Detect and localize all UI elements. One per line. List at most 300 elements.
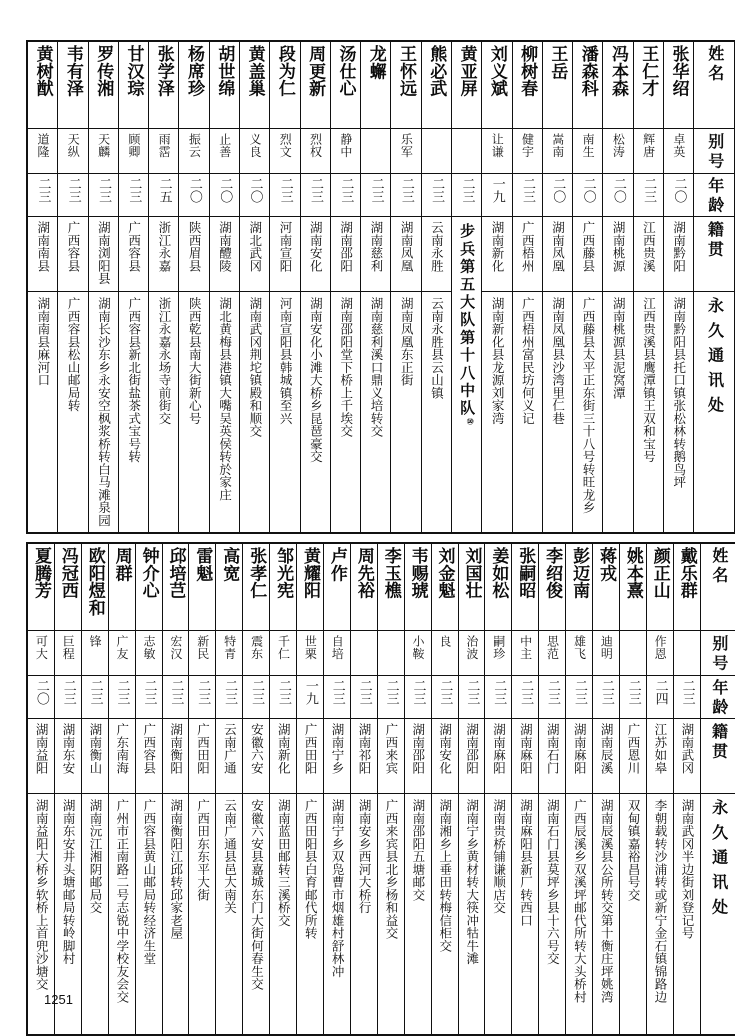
- cell-native: [189, 719, 216, 794]
- cell-address: [539, 794, 566, 1036]
- cell-age: [189, 676, 216, 719]
- cell-address-text: 湖南辰溪县公所转交第十衡庄坪姚湾: [599, 799, 615, 1004]
- cell-alias-text: 止善: [217, 133, 232, 158]
- cell-native: [485, 719, 512, 794]
- cell-native-text: 湖南武冈: [679, 723, 695, 775]
- cell-native: [377, 719, 404, 794]
- cell-name: [27, 543, 54, 631]
- cell-native-text: 湖南宁乡: [330, 723, 346, 775]
- cell-address: [118, 292, 148, 534]
- cell-alias: [619, 631, 646, 676]
- cell-name: [58, 41, 88, 129]
- cell-age: [108, 676, 135, 719]
- cell-native-text: 广西容县: [141, 723, 157, 775]
- header-alias-text: 别号: [705, 133, 725, 173]
- header-name-text: 姓名: [705, 45, 725, 85]
- cell-address-text: 湖南黔阳县托口镇张松林转鹅鸟坪: [671, 297, 687, 489]
- cell-name: [118, 41, 148, 129]
- cell-age: [512, 676, 539, 719]
- cell-name: [566, 543, 593, 631]
- cell-native: [646, 719, 673, 794]
- cell-age-text: 二三: [249, 679, 265, 706]
- cell-age: [323, 676, 350, 719]
- cell-native-text: 安徽六安: [249, 723, 265, 775]
- cell-age: [330, 174, 360, 217]
- cell-name-text: 钟介心: [138, 547, 159, 600]
- cell-name-text: 夏腾芳: [30, 547, 51, 600]
- cell-address: [482, 292, 512, 534]
- cell-alias: [573, 129, 603, 174]
- cell-alias: [673, 631, 700, 676]
- cell-native: [216, 719, 243, 794]
- cell-age: [27, 174, 58, 217]
- cell-address-text: 湖南安化小滩大桥乡昆琶豪交: [308, 297, 324, 463]
- cell-age: [539, 676, 566, 719]
- cell-address-text: 湖南石门县莫坪乡县十六号交: [545, 799, 561, 965]
- cell-alias-text: 南生: [581, 133, 596, 158]
- cell-native-text: 湖南慈利: [368, 221, 384, 273]
- cell-age-text: 二三: [141, 679, 157, 706]
- cell-name: [619, 543, 646, 631]
- row-alias: [27, 631, 735, 676]
- cell-age: [135, 676, 162, 719]
- cell-address: [485, 794, 512, 1036]
- cell-native-text: 广西梧州: [520, 221, 536, 273]
- cell-age-text: 二三: [625, 679, 641, 706]
- cell-name-text: 王仁才: [638, 45, 659, 98]
- cell-age-text: 二三: [598, 679, 614, 706]
- cell-alias: [663, 129, 693, 174]
- cell-age: [391, 174, 421, 217]
- cell-alias: [270, 129, 300, 174]
- cell-native-text: 广西藤县: [580, 221, 596, 273]
- header-age: [700, 676, 735, 719]
- cell-address-text: 广西容县黄山邮局转经济生堂: [141, 799, 157, 965]
- cell-age-text: 二〇: [671, 177, 687, 204]
- cell-native-text: 湖南浏阳县: [96, 221, 112, 285]
- cell-alias-text: 广友: [115, 635, 130, 660]
- cell-native-text: 湖南衡阳: [168, 723, 184, 775]
- cell-address-text: 广西容县松山邮局转: [66, 297, 82, 412]
- cell-address: [239, 292, 269, 534]
- cell-name: [179, 41, 209, 129]
- cell-name-text: 邱培芑: [165, 547, 186, 600]
- cell-age: [239, 174, 269, 217]
- cell-name: [421, 41, 451, 129]
- cell-native: [573, 217, 603, 292]
- cell-address-text: 湖南贵桥铺谦顺店交: [491, 799, 507, 914]
- cell-name-text: 柳树春: [517, 45, 538, 98]
- cell-alias: [485, 631, 512, 676]
- cell-name-text: 熊必武: [426, 45, 447, 98]
- cell-address: [350, 794, 377, 1036]
- cell-address-text: 湖南凤凰县沙湾里仁巷: [550, 297, 566, 425]
- cell-alias-text: 志敏: [141, 635, 156, 660]
- cell-address: [330, 292, 360, 534]
- cell-age-text: 二三: [195, 679, 211, 706]
- unit-label-mark: ⑩: [465, 417, 476, 431]
- cell-address: [300, 292, 330, 534]
- cell-age: [663, 174, 693, 217]
- cell-age: [404, 676, 431, 719]
- cell-address-text: 安徽六安县嘉城东门大街何春生交: [249, 799, 265, 991]
- cell-age-text: 二三: [114, 679, 130, 706]
- row-address: [27, 292, 735, 534]
- header-address: [700, 794, 735, 1036]
- cell-alias: [108, 631, 135, 676]
- cell-name-text: 黄盖巢: [244, 45, 265, 98]
- cell-native: [361, 217, 391, 292]
- cell-native: [391, 217, 421, 292]
- cell-native: [663, 217, 693, 292]
- cell-alias-text: 卓英: [671, 133, 686, 158]
- cell-address-text: 湖南衡阳江邱转邱家老屋: [168, 799, 184, 940]
- cell-age-text: 二〇: [33, 679, 49, 706]
- cell-name-text: 张嗣昭: [515, 547, 536, 600]
- cell-native: [431, 719, 458, 794]
- cell-name-text: 王岳: [547, 45, 568, 80]
- cell-address-text: 湖南蓝田邮转三溪桥交: [276, 799, 292, 927]
- cell-address-text: 湖南武冈半边街刘登记号: [679, 799, 695, 940]
- cell-name-text: 甘汉琮: [123, 45, 144, 98]
- cell-age-text: 二〇: [186, 177, 202, 204]
- cell-age-text: 二三: [437, 679, 453, 706]
- cell-name: [633, 41, 663, 129]
- row-name: [27, 41, 735, 129]
- cell-native-text: 湖南邵阳: [464, 723, 480, 775]
- cell-native-text: 湖南邵阳: [410, 723, 426, 775]
- cell-native: [135, 719, 162, 794]
- cell-name: [189, 543, 216, 631]
- cell-name: [162, 543, 189, 631]
- cell-age: [118, 174, 148, 217]
- cell-native-text: 陕西眉县: [187, 221, 203, 273]
- cell-age: [88, 174, 118, 217]
- cell-alias: [512, 631, 539, 676]
- header-alias-text: 别号: [709, 635, 729, 675]
- cell-address-text: 湖南东安井头塘邮局转岭脚村: [61, 799, 77, 965]
- cell-alias-text: 辉唐: [641, 133, 656, 158]
- cell-name: [539, 543, 566, 631]
- cell-name-text: 黄树猷: [32, 45, 53, 98]
- cell-age-text: 二三: [410, 679, 426, 706]
- cell-age: [485, 676, 512, 719]
- cell-age: [162, 676, 189, 719]
- cell-address-text: 广西容县新北街盐茶式宝号转: [126, 297, 142, 463]
- row-name: [27, 543, 735, 631]
- cell-native-text: 湖南石门: [545, 723, 561, 775]
- cell-name-text: 刘金魁: [434, 547, 455, 600]
- cell-age-text: 二五: [156, 177, 172, 204]
- cell-age-text: 二〇: [610, 177, 626, 204]
- cell-alias-text: 新民: [195, 635, 210, 660]
- cell-native-text: 湖南麻阳: [491, 723, 507, 775]
- cell-name: [27, 41, 58, 129]
- cell-name-text: 张学泽: [153, 45, 174, 98]
- cell-native: [673, 719, 700, 794]
- cell-age-text: 二三: [679, 679, 695, 706]
- cell-alias: [297, 631, 324, 676]
- cell-address-text: 湖南邵阳五塘邮交: [410, 799, 426, 902]
- cell-age: [431, 676, 458, 719]
- cell-name-text: 彭迈南: [569, 547, 590, 600]
- cell-native-text: 广西田阳: [195, 723, 211, 775]
- cell-native: [300, 217, 330, 292]
- cell-alias: [243, 631, 270, 676]
- cell-alias: [27, 631, 54, 676]
- cell-address: [189, 794, 216, 1036]
- cell-age: [673, 676, 700, 719]
- cell-age: [350, 676, 377, 719]
- cell-native: [108, 719, 135, 794]
- cell-native: [512, 217, 542, 292]
- cell-address: [270, 794, 297, 1036]
- header-age-text: 年龄: [705, 177, 725, 217]
- cell-age-text: 二三: [641, 177, 657, 204]
- cell-native: [27, 217, 58, 292]
- cell-native: [297, 719, 324, 794]
- cell-native-text: 湖南安化: [437, 723, 453, 775]
- cell-name: [482, 41, 512, 129]
- cell-address-text: 湖南南县麻河口: [35, 297, 51, 387]
- cell-age: [619, 676, 646, 719]
- cell-native-text: 浙江永嘉: [156, 221, 172, 273]
- cell-alias: [350, 631, 377, 676]
- cell-name-text: 戴乐群: [676, 547, 697, 600]
- cell-native-text: 湖南新化: [489, 221, 505, 273]
- cell-alias: [458, 631, 485, 676]
- cell-native-text: 江西贵溪: [641, 221, 657, 273]
- header-name: [694, 41, 735, 129]
- cell-alias-text: 烈权: [308, 133, 323, 158]
- cell-address: [404, 794, 431, 1036]
- cell-age-text: 二〇: [580, 177, 596, 204]
- cell-age: [377, 676, 404, 719]
- cell-name: [542, 41, 572, 129]
- header-native: [700, 719, 735, 794]
- cell-native: [603, 217, 633, 292]
- cell-address-text: 湖南湘乡上垂田转梅信柜交: [437, 799, 453, 953]
- roster-table-bottom: [26, 542, 735, 1036]
- cell-native: [566, 719, 593, 794]
- cell-name: [270, 543, 297, 631]
- cell-alias: [539, 631, 566, 676]
- cell-age: [361, 174, 391, 217]
- cell-alias: [593, 631, 620, 676]
- cell-name-text: 罗传湘: [93, 45, 114, 98]
- cell-name: [209, 41, 239, 129]
- cell-address: [603, 292, 633, 534]
- cell-native: [149, 217, 179, 292]
- cell-alias: [377, 631, 404, 676]
- cell-name: [297, 543, 324, 631]
- cell-native: [58, 217, 88, 292]
- cell-native: [619, 719, 646, 794]
- cell-alias-text: 特青: [222, 635, 237, 660]
- cell-name-text: 欧阳煜和: [84, 547, 105, 617]
- cell-alias-text: 自培: [330, 635, 345, 660]
- cell-address: [431, 794, 458, 1036]
- cell-alias: [149, 129, 179, 174]
- cell-native: [243, 719, 270, 794]
- cell-alias-text: 震东: [249, 635, 264, 660]
- cell-address-text: 湖南邵阳堂下桥上千埃交: [338, 297, 354, 438]
- cell-alias: [323, 631, 350, 676]
- cell-address-text: 湖南宁乡双凫曹市烟雄村舒林冲: [330, 799, 346, 978]
- cell-age-text: 二〇: [217, 177, 233, 204]
- cell-native-text: 云南广通: [222, 723, 238, 775]
- header-address-text: 永久通讯处: [709, 799, 729, 924]
- cell-address-text: 湖南安乡西河大桥行: [357, 799, 373, 914]
- cell-address: [162, 794, 189, 1036]
- cell-native: [482, 217, 512, 292]
- cell-address: [377, 794, 404, 1036]
- row-age: [27, 174, 735, 217]
- cell-name: [108, 543, 135, 631]
- cell-name: [323, 543, 350, 631]
- cell-name-text: 韦赐琥: [407, 547, 428, 600]
- cell-alias: [421, 129, 451, 174]
- cell-name: [54, 543, 81, 631]
- cell-name: [485, 543, 512, 631]
- cell-alias: [566, 631, 593, 676]
- cell-name: [377, 543, 404, 631]
- cell-alias-text: 乐军: [399, 133, 414, 158]
- cell-native: [421, 217, 451, 292]
- cell-age: [566, 676, 593, 719]
- cell-native: [81, 719, 108, 794]
- cell-age-text: 二三: [383, 679, 399, 706]
- header-native-text: 籍贯: [705, 221, 725, 261]
- cell-alias-text: 静中: [338, 133, 353, 158]
- cell-age: [603, 174, 633, 217]
- cell-alias-text: 雄飞: [572, 635, 587, 660]
- cell-alias-text: 治波: [464, 635, 479, 660]
- cell-name-text: 卢作: [326, 547, 347, 582]
- cell-age-text: 二三: [459, 177, 475, 204]
- cell-address-text: 湖北黄梅县港镇大嘴吴英侯转於家庄: [217, 297, 233, 502]
- cell-address: [633, 292, 663, 534]
- cell-native: [27, 719, 54, 794]
- cell-native: [54, 719, 81, 794]
- cell-age: [270, 676, 297, 719]
- cell-age-text: 一九: [302, 679, 318, 706]
- cell-address-text: 湖南武冈荆坨镇殿和顺交: [247, 297, 263, 438]
- cell-alias-text: 巨程: [61, 635, 76, 660]
- cell-alias: [162, 631, 189, 676]
- cell-name: [663, 41, 693, 129]
- cell-age: [300, 174, 330, 217]
- cell-address-text: 广西田阳县白育邮代所转: [303, 799, 319, 940]
- cell-address-text: 云南广通县邑大南关: [222, 799, 238, 914]
- cell-alias: [88, 129, 118, 174]
- cell-native-text: 广西恩川: [626, 723, 642, 775]
- cell-address: [512, 794, 539, 1036]
- cell-native: [350, 719, 377, 794]
- cell-alias-text: 思范: [545, 635, 560, 660]
- cell-address: [573, 292, 603, 534]
- header-alias: [700, 631, 735, 676]
- cell-alias-text: 嵩南: [550, 133, 565, 158]
- cell-age: [81, 676, 108, 719]
- cell-name: [391, 41, 421, 129]
- cell-alias-text: 中主: [518, 635, 533, 660]
- cell-native-text: 湖南衡山: [87, 723, 103, 775]
- cell-age-text: 二三: [126, 177, 142, 204]
- cell-name-text: 胡世绵: [214, 45, 235, 98]
- cell-native: [458, 719, 485, 794]
- cell-alias: [646, 631, 673, 676]
- cell-address-text: 湖南新化县龙源刘家湾: [490, 297, 506, 425]
- cell-native: [118, 217, 148, 292]
- cell-native-text: 广西容县: [126, 221, 142, 273]
- cell-native: [542, 217, 572, 292]
- cell-name-text: 韦有泽: [62, 45, 83, 98]
- cell-native-text: 湖北武冈: [247, 221, 263, 273]
- cell-address: [458, 794, 485, 1036]
- cell-native: [539, 719, 566, 794]
- cell-address-text: 广西辰溪乡双溪坪邮代所转大头桥村: [572, 799, 588, 1004]
- cell-alias: [431, 631, 458, 676]
- roster-table-top: [26, 40, 735, 534]
- cell-name: [603, 41, 633, 129]
- cell-native-text: 湖南麻阳: [572, 723, 588, 775]
- cell-name: [404, 543, 431, 631]
- cell-name: [573, 41, 603, 129]
- cell-address: [673, 794, 700, 1036]
- cell-name-text: 刘国壮: [461, 547, 482, 600]
- cell-alias: [270, 631, 297, 676]
- cell-age: [512, 174, 542, 217]
- cell-name-text: 张华绍: [668, 45, 689, 98]
- cell-age: [149, 174, 179, 217]
- header-native: [694, 217, 735, 292]
- cell-age-text: 二三: [491, 679, 507, 706]
- cell-name: [216, 543, 243, 631]
- cell-name-text: 刘义斌: [486, 45, 507, 98]
- cell-address-text: 湖南慈利溪口鼎义培转交: [368, 297, 384, 438]
- header-address-text: 永久通讯处: [705, 297, 725, 422]
- cell-name-text: 周群: [111, 547, 132, 582]
- cell-age: [542, 174, 572, 217]
- cell-age-text: 二三: [168, 679, 184, 706]
- unit-label-text: 步兵第五大队第十八中队⑩: [458, 223, 477, 431]
- cell-native: [179, 217, 209, 292]
- cell-address-text: 河南宣阳县韩城镇至兴: [278, 297, 294, 425]
- cell-native-text: 湖南祁阳: [356, 723, 372, 775]
- cell-age-text: 二三: [275, 679, 291, 706]
- cell-address-text: 江西贵溪县鹰潭镇王双和宝号: [641, 297, 657, 463]
- cell-age: [458, 676, 485, 719]
- cell-address: [81, 794, 108, 1036]
- cell-alias-text: 千仁: [276, 635, 291, 660]
- cell-alias: [633, 129, 663, 174]
- cell-age-text: 二三: [368, 177, 384, 204]
- cell-native: [330, 217, 360, 292]
- cell-native: [88, 217, 118, 292]
- cell-name: [673, 543, 700, 631]
- cell-age: [421, 174, 451, 217]
- cell-native: [323, 719, 350, 794]
- cell-name: [270, 41, 300, 129]
- cell-native-text: 广西容县: [66, 221, 82, 273]
- cell-native-text: 湖南新化: [276, 723, 292, 775]
- cell-address-text: 广西田东东平大街: [195, 799, 211, 902]
- cell-age-text: 二三: [35, 177, 51, 204]
- cell-age: [482, 174, 512, 217]
- cell-age-text: 二三: [65, 177, 81, 204]
- cell-native-text: 广西田阳: [303, 723, 319, 775]
